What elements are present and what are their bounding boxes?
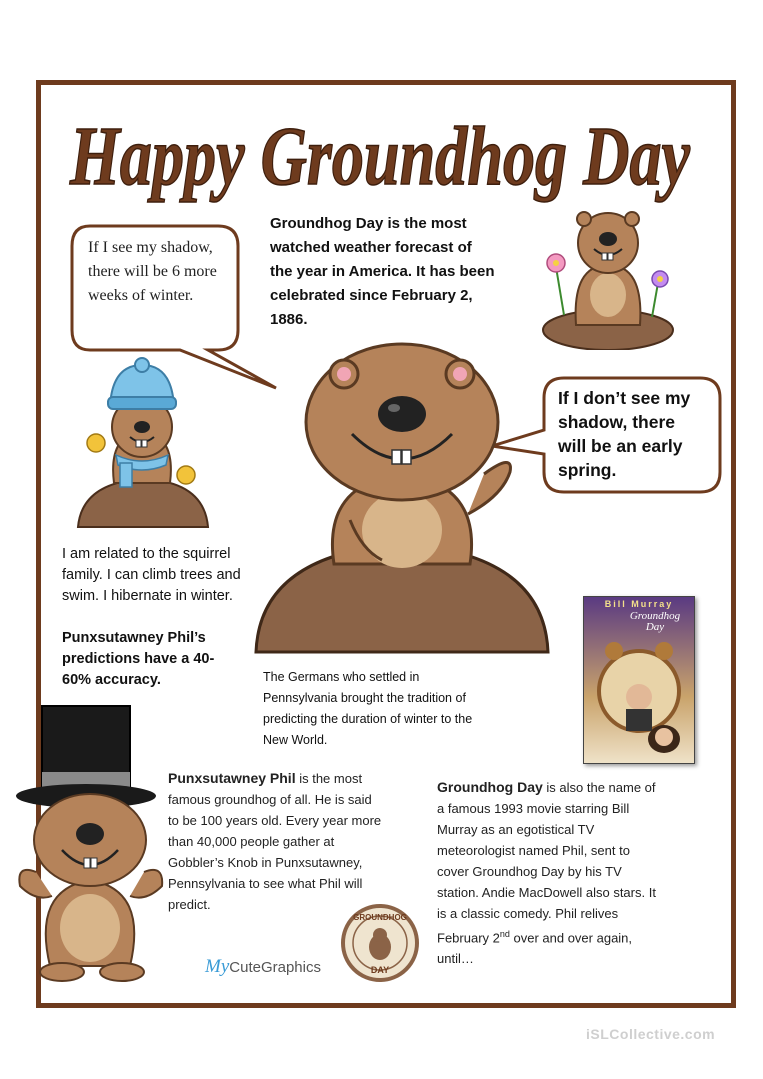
poster-title-line1: Groundhog [629,610,681,622]
poster-title-line2: Day [645,621,665,633]
groundhog-day-seal [340,903,420,983]
credit-my: My [205,956,230,977]
phil-paragraph [168,768,386,915]
seal-bottom-text: DAY [370,965,390,975]
credit-logo [205,956,321,978]
credit-rest: CuteGraphics [229,959,321,976]
movie-paragraph [437,777,659,969]
watermark: iSLCollective.com [586,1026,716,1042]
germans-tradition-text: The Germans who settled in Pennsylvania brought the tradition of predicting the duration of winter to the New World. [263,670,473,747]
movie-text-1: is also the name of a famous 1993 movie starring Bill Murray as an egotistical TV meteorologist named Phil, sent to cover Groundhog Day by his TV station. Andie MacDowell also stars. It is a classic comedy. Phil relives February 2 [437,780,656,946]
squirrel-family-text: I am related to the squirrel family. I can climb trees and swim. I hibernate in winter. [62,546,241,604]
phil-text: is the most famous groundhog of all. He is said to be 100 years old. Every year more than 40,000 people gather at Gobbler’s Knob in Punxsutawney, Pennsylvania to see what Phil will predict. [168,771,382,912]
movie-text-2: over and over again, until… [437,930,633,967]
phil-name: Punxsutawney Phil [168,770,296,786]
bubble-right-text: If I don’t see my shadow, there will be an early spring. [558,388,691,480]
title-banner [60,96,700,206]
groundhog-phil-illustration [12,700,172,988]
accuracy-text: Punxsutawney Phil’s predictions have a 40-60% accuracy. [62,630,215,688]
poster-actor: Bill Murray [604,599,674,609]
bubble-left-text: If I see my shadow, there will be 6 more weeks of winter. [88,239,217,304]
movie-sup: nd [499,929,510,939]
page-title: Happy Groundhog Day [69,110,691,203]
groundhog-main-illustration [252,334,552,666]
seal-top-text: GROUNDHOG [353,913,407,922]
movie-poster [583,596,695,764]
movie-name: Groundhog Day [437,779,543,795]
groundhog-winter-illustration [72,355,212,535]
alarm-clock-icon [594,635,684,755]
groundhog-flowers-illustration [538,205,678,350]
intro-text: Groundhog Day is the most watched weather forecast of the year in America. It has been celebrated since February 2, 1886. [270,215,495,328]
